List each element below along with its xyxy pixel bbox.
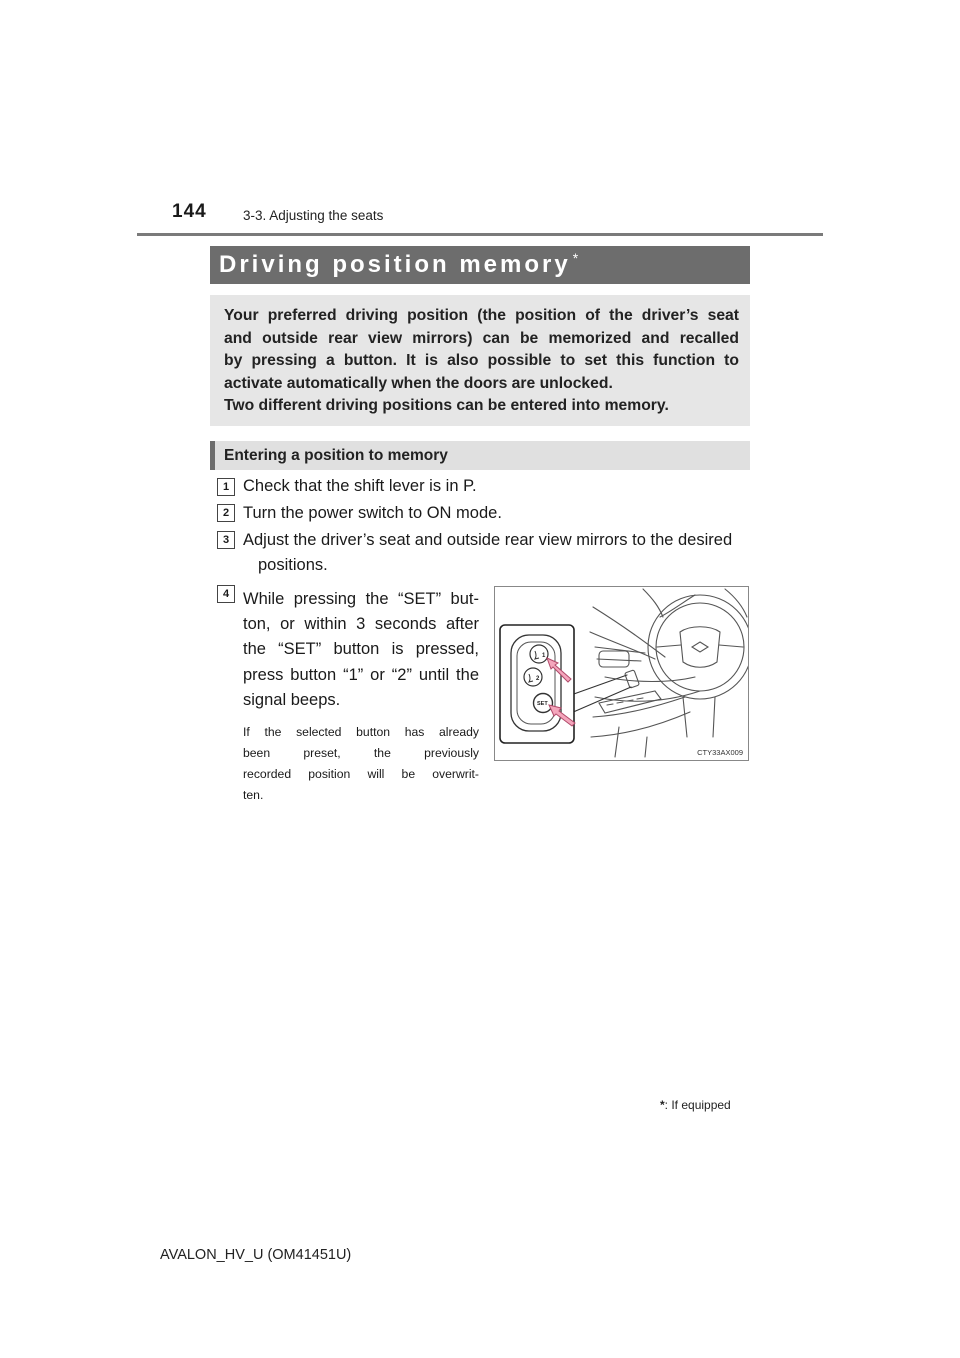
equipped-asterisk: *: [572, 250, 579, 266]
intro-line: Your preferred driving position (the position of the driver’s seat: [224, 307, 739, 324]
model-code: AVALON_HV_U (OM41451U): [160, 1247, 352, 1263]
intro-line: and outside rear view mirrors) can be memorized and recalled: [224, 329, 739, 347]
button-2-label: 2: [536, 676, 540, 682]
step-number-1: 1: [217, 478, 235, 496]
step-4-line: ton, or within 3 seconds after: [243, 615, 479, 634]
intro-line: activate automatically when the doors are unlocked.: [224, 374, 613, 392]
note-line: been preset, the previously: [243, 746, 479, 761]
step-4-line: the “SET” button is pressed,: [243, 640, 479, 659]
memory-switch-illustration: [494, 586, 749, 761]
step-3-text: [243, 528, 749, 578]
footnote-text: : If equipped: [664, 1098, 731, 1112]
step-4-line: signal beeps.: [243, 690, 341, 709]
step-4-text: [243, 587, 479, 806]
page-number: 144: [172, 201, 207, 222]
intro-line: Two different driving positions can be entered into memory.: [224, 397, 669, 415]
step-1-text: Check that the shift lever is in P.: [243, 477, 477, 495]
section-title-bar: [210, 246, 750, 284]
button-1-label: 1: [542, 653, 546, 659]
step-3-line: positions.: [258, 556, 328, 574]
step-number-4: 4: [217, 585, 235, 603]
step-2-text: Turn the power switch to ON mode.: [243, 504, 502, 522]
section-reference: 3-3. Adjusting the seats: [243, 208, 384, 223]
step-4-line: press button “1” or “2” until the: [243, 665, 479, 684]
figure-code: CTY33AX009: [697, 748, 743, 757]
section-title: Driving position memory: [219, 251, 571, 278]
step-4-note: [243, 722, 479, 806]
intro-box: [210, 295, 750, 426]
subheading: Entering a position to memory: [210, 441, 750, 470]
footnote-asterisk: *: [660, 1098, 665, 1112]
header-divider: [137, 233, 823, 236]
car-interior-drawing: [495, 587, 748, 760]
footnote: [660, 1098, 731, 1112]
note-line: If the selected button has already: [243, 725, 479, 740]
intro-line: by pressing a button. It is also possible to set this function to: [224, 352, 739, 370]
step-4-line: While pressing the “SET” but-: [243, 590, 479, 608]
note-line: ten.: [243, 788, 264, 803]
step-number-3: 3: [217, 531, 235, 549]
step-3-line: Adjust the driver’s seat and outside rear view mirrors to the desired: [243, 531, 733, 549]
step-number-2: 2: [217, 504, 235, 522]
note-line: recorded position will be overwrit-: [243, 767, 479, 782]
set-button-label: SET: [537, 701, 548, 707]
